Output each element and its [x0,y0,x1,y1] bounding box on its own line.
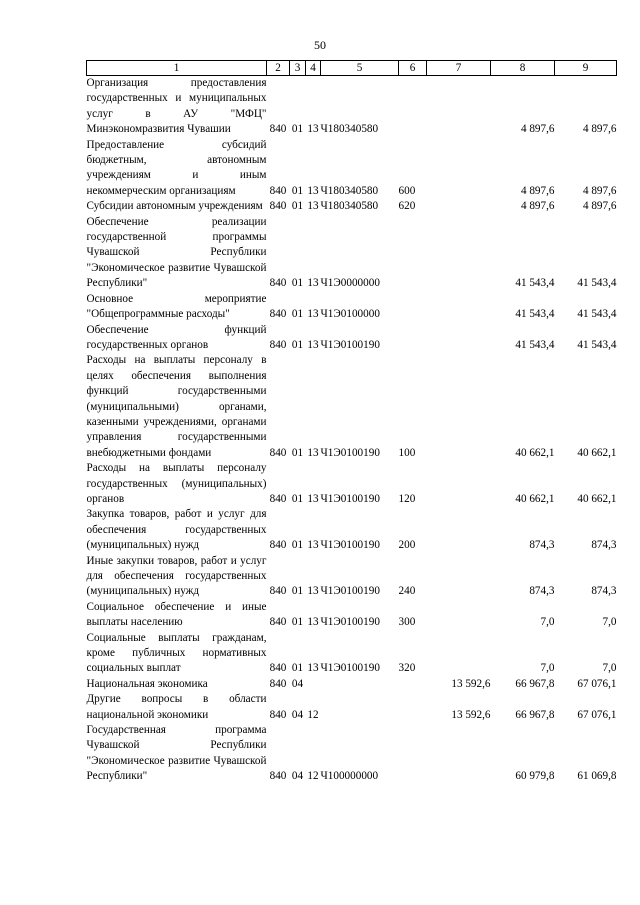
row-name: Предоставление субсидий бюджетным, автономным учреждениям и иным некоммерческим организациям [86,138,267,197]
row-subsection-code: 13 [307,184,319,197]
row-subsection-code: 13 [307,308,319,321]
row-amount-col9: 61 069,8 [577,770,617,783]
header-row [87,61,617,76]
row-expense-type: 620 [398,200,416,213]
row-section-code: 01 [291,492,304,505]
row-name: Закупка товаров, работ и услуг для обеспечения государственных (муниципальных) нужд [86,508,267,552]
row-amount-col8: 874,3 [529,539,555,552]
row-amount-col8: 4 897,6 [520,184,555,197]
row-ministry-code: 840 [269,492,287,505]
row-amount-col8: 7,0 [540,662,555,675]
header-cell-6: 6 [399,61,427,76]
header-cell-1: 1 [87,61,267,76]
table-row [87,76,617,138]
row-target-article: Ч1Э0000000 [320,277,380,290]
row-expense-type [399,323,427,354]
row-name: Основное мероприятие "Общепрограммные расходы" [86,292,267,321]
row-ministry-code: 840 [269,277,287,290]
row-name: Расходы на выплаты персоналу государственных (муниципальных) органов [86,462,267,505]
row-subsection-code: 13 [307,585,319,598]
row-name: Обеспечение функций государственных органов [86,323,267,351]
row-subsection-code: 13 [307,492,319,505]
row-subsection-code: 13 [307,616,319,629]
row-subsection-code: 13 [307,277,319,290]
row-target-article: Ч1Э0100190 [320,492,380,505]
row-amount-col8: 4 897,6 [520,200,555,213]
row-section-code: 01 [291,277,304,290]
row-name: Социальные выплаты гражданам, кроме публичных нормативных социальных выплат [86,631,267,675]
table-row [87,323,617,354]
row-amount-col9: 41 543,4 [577,277,617,290]
row-amount-col8: 41 543,4 [515,277,555,290]
table-row [87,507,617,553]
row-amount-col9: 874,3 [591,585,617,598]
row-expense-type: 100 [398,446,416,459]
row-ministry-code: 840 [269,446,287,459]
row-section-code: 04 [291,708,304,721]
row-amount-col9: 67 076,1 [577,677,617,690]
row-expense-type: 200 [398,539,416,552]
header-cell-7: 7 [427,61,491,76]
row-amount-col7: 13 592,6 [451,708,491,721]
row-amount-col9: 7,0 [602,616,617,629]
row-section-code: 01 [291,200,304,213]
row-ministry-code: 840 [269,184,287,197]
row-amount-col7 [427,554,491,600]
row-subsection-code: 13 [307,200,319,213]
row-ministry-code: 840 [269,770,287,783]
row-amount-col9: 4 897,6 [582,123,617,136]
row-target-article: Ч1Э0100190 [320,446,380,459]
row-ministry-code: 840 [269,662,287,675]
header-cell-5: 5 [321,61,399,76]
row-subsection-code: 13 [307,446,319,459]
row-subsection-code [306,677,321,692]
row-expense-type: 320 [398,662,416,675]
row-target-article: Ч1Э0100190 [320,338,380,351]
row-amount-col8: 41 543,4 [515,308,555,321]
row-amount-col7 [427,76,491,138]
row-subsection-code: 13 [307,123,319,136]
table-row [87,554,617,600]
row-amount-col9: 41 543,4 [577,308,617,321]
row-amount-col7 [427,507,491,553]
row-target-article [321,677,399,692]
row-target-article: Ч1Э0100190 [320,662,380,675]
row-subsection-code: 13 [307,338,319,351]
row-expense-type [399,215,427,292]
row-ministry-code: 840 [269,616,287,629]
row-section-code: 01 [291,616,304,629]
row-expense-type [399,76,427,138]
row-section-code: 01 [291,308,304,321]
row-amount-col9: 4 897,6 [582,200,617,213]
row-target-article: Ч180340580 [320,200,379,213]
row-name: Иные закупки товаров, работ и услуг для обеспечения государственных (муниципальных) нужд [86,554,267,598]
row-subsection-code: 13 [307,662,319,675]
table-row [87,461,617,507]
row-amount-col7 [427,292,491,323]
row-name: Расходы на выплаты персоналу в целях обеспечения выполнения функций государственными (муниципальными) органами, казенными учреждениями, органами управления государственными внебюджетными фондами [86,354,267,459]
row-name: Национальная экономика [86,677,208,690]
row-expense-type: 300 [398,616,416,629]
row-section-code: 01 [291,446,304,459]
row-amount-col9: 41 543,4 [577,338,617,351]
row-amount-col7 [427,461,491,507]
row-name: Субсидии автономным учреждениям [86,200,263,213]
row-target-article: Ч1Э0100190 [320,539,380,552]
row-name: Организация предоставления государственных и муниципальных услуг в АУ "МФЦ" Минэкономразвития Чувашии [86,77,267,136]
table-row [87,692,617,723]
table-row [87,292,617,323]
row-amount-col7: 13 592,6 [451,677,491,690]
row-section-code: 01 [291,123,304,136]
row-section-code: 01 [291,338,304,351]
row-amount-col7 [427,323,491,354]
row-ministry-code: 840 [269,308,287,321]
row-subsection-code: 12 [307,708,319,721]
table-row [87,353,617,461]
header-cell-8: 8 [491,61,555,76]
row-amount-col8: 66 967,8 [515,708,555,721]
row-target-article: Ч1Э0100190 [320,585,380,598]
table-row [87,723,617,785]
row-amount-col7 [427,353,491,461]
row-expense-type [399,723,427,785]
row-target-article: Ч180340580 [320,123,379,136]
row-name: Государственная программа Чувашской Республики "Экономическое развитие Чувашской Республики" [86,724,267,783]
row-section-code: 04 [291,770,304,783]
row-amount-col8: 60 979,8 [515,770,555,783]
row-name: Другие вопросы в области национальной экономики [86,693,267,721]
row-ministry-code: 840 [269,200,287,213]
row-amount-col9: 67 076,1 [577,708,617,721]
row-amount-col9: 40 662,1 [577,446,617,459]
row-expense-type: 240 [398,585,416,598]
row-expense-type: 120 [398,492,416,505]
row-expense-type [399,292,427,323]
table-row [87,631,617,677]
table-row [87,600,617,631]
row-amount-col9: 7,0 [602,662,617,675]
row-amount-col8: 4 897,6 [520,123,555,136]
header-cell-4: 4 [306,61,321,76]
row-target-article: Ч1Э0100190 [320,616,380,629]
table-row [87,138,617,200]
header-cell-9: 9 [555,61,617,76]
row-amount-col8: 66 967,8 [515,677,555,690]
row-target-article: Ч1Э0100000 [320,308,380,321]
row-amount-col8: 40 662,1 [515,446,555,459]
page-number: 50 [314,38,326,52]
header-cell-2: 2 [267,61,290,76]
row-ministry-code: 840 [269,677,287,690]
row-target-article: Ч100000000 [320,770,379,783]
row-ministry-code: 840 [269,539,287,552]
row-expense-type [399,692,427,723]
row-amount-col7 [427,631,491,677]
row-amount-col8: 40 662,1 [515,492,555,505]
row-amount-col8: 7,0 [540,616,555,629]
row-ministry-code: 840 [269,708,287,721]
row-expense-type [399,677,427,692]
row-ministry-code: 840 [269,585,287,598]
row-subsection-code: 13 [307,539,319,552]
row-expense-type: 600 [398,184,416,197]
row-name: Обеспечение реализации государственной программы Чувашской Республики "Экономическое развитие Чувашской Республики" [86,215,267,290]
row-amount-col9: 4 897,6 [582,184,617,197]
row-section-code: 01 [291,585,304,598]
table-row [87,199,617,214]
row-amount-col7 [427,138,491,200]
row-amount-col8: 41 543,4 [515,338,555,351]
row-amount-col7 [427,215,491,292]
row-section-code: 01 [291,184,304,197]
row-section-code: 01 [291,539,304,552]
row-amount-col8: 874,3 [529,585,555,598]
table-row [87,215,617,292]
row-section-code: 01 [291,662,304,675]
budget-table [86,60,617,785]
row-target-article [321,692,399,723]
table-row [87,677,617,692]
row-amount-col7 [427,723,491,785]
row-amount-col9: 874,3 [591,539,617,552]
header-cell-3: 3 [290,61,306,76]
row-amount-col7 [427,600,491,631]
row-ministry-code: 840 [269,123,287,136]
row-section-code: 04 [291,677,304,690]
row-target-article: Ч180340580 [320,184,379,197]
row-amount-col9: 40 662,1 [577,492,617,505]
row-name: Социальное обеспечение и иные выплаты населению [86,600,267,629]
row-amount-col7 [427,199,491,214]
row-ministry-code: 840 [269,338,287,351]
row-subsection-code: 12 [307,770,319,783]
